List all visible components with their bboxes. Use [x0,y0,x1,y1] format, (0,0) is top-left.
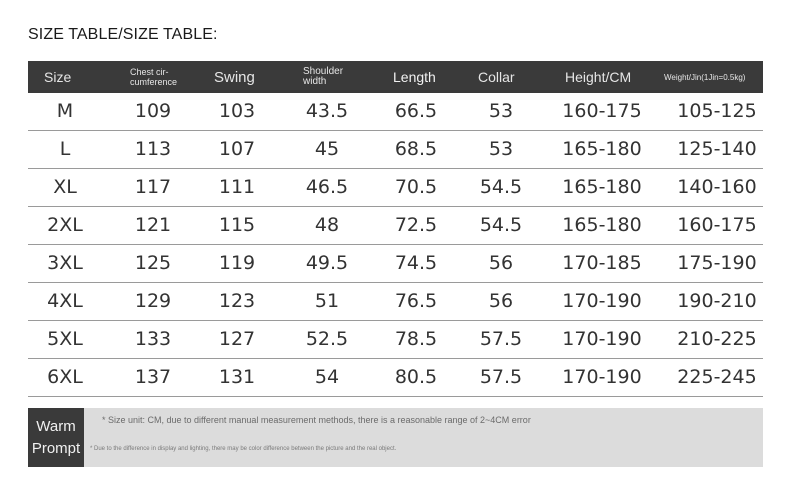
cell-collar: 56 [488,252,514,274]
cell-height: 165-180 [562,214,642,236]
header-weight: Weight/Jin(1Jin=0.5kg) [664,72,746,82]
cell-weight: 105-125 [677,100,757,122]
cell-weight: 190-210 [677,290,757,312]
cell-shoulder: 52.5 [305,328,349,350]
warm-prompt-label-line2: Prompt [31,439,81,457]
cell-shoulder: 54 [314,366,340,388]
cell-swing: 115 [218,214,256,236]
table-row [28,245,763,283]
cell-length: 68.5 [394,138,438,160]
cell-height: 165-180 [562,176,642,198]
cell-length: 66.5 [394,100,438,122]
cell-length: 80.5 [394,366,438,388]
cell-weight: 210-225 [677,328,757,350]
table-row [28,131,763,169]
size-unit-note: * Size unit: CM, due to different manual measurement methods, there is a reasonable range of 2~4CM error [102,415,531,425]
warm-prompt-label-line1: Warm [36,417,76,435]
cell-shoulder: 51 [314,290,340,312]
cell-collar: 53 [488,138,514,160]
page-title: SIZE TABLE/SIZE TABLE: [28,26,218,43]
cell-length: 70.5 [394,176,438,198]
header-chest-line2: cumference [130,77,178,87]
header-shoulder-line1: Shoulder [303,66,344,77]
cell-collar: 57.5 [479,328,523,350]
cell-swing: 103 [218,100,256,122]
header-shoulder [303,61,343,93]
table-header [28,61,763,93]
table-row [28,207,763,245]
cell-swing: 123 [218,290,256,312]
cell-swing: 107 [218,138,256,160]
table-row [28,169,763,207]
cell-swing: 127 [218,328,256,350]
cell-swing: 119 [218,252,256,274]
header-shoulder-line2: width [303,76,327,87]
cell-shoulder: 48 [314,214,340,236]
cell-length: 72.5 [394,214,438,236]
cell-chest: 109 [134,100,172,122]
cell-height: 165-180 [562,138,642,160]
cell-length: 76.5 [394,290,438,312]
table-row [28,321,763,359]
cell-collar: 56 [488,290,514,312]
cell-size: 3XL [47,252,83,274]
cell-weight: 175-190 [677,252,757,274]
cell-collar: 57.5 [479,366,523,388]
header-collar: Collar [478,69,515,85]
cell-size: 6XL [47,366,83,388]
header-chest-line1: Chest cir- [130,67,169,77]
cell-weight: 160-175 [677,214,757,236]
cell-length: 74.5 [394,252,438,274]
cell-height: 170-190 [562,328,642,350]
cell-size: M [56,100,74,122]
table-row [28,93,763,131]
cell-chest: 121 [134,214,172,236]
header-height: Height/CM [565,69,632,85]
cell-size: 5XL [47,328,83,350]
size-table [28,61,763,397]
cell-size: XL [53,176,77,198]
table-body [28,93,763,397]
cell-shoulder: 43.5 [305,100,349,122]
cell-height: 170-190 [562,290,642,312]
cell-chest: 117 [134,176,172,198]
header-length: Length [393,69,436,85]
warm-prompt-box [28,408,763,467]
cell-weight: 140-160 [677,176,757,198]
cell-height: 160-175 [562,100,642,122]
cell-size: L [59,138,71,160]
table-row [28,283,763,321]
header-size: Size [44,69,72,85]
cell-height: 170-190 [562,366,642,388]
cell-height: 170-185 [562,252,642,274]
cell-shoulder: 46.5 [305,176,349,198]
cell-swing: 131 [218,366,256,388]
header-chest [130,61,177,93]
cell-size: 2XL [47,214,83,236]
cell-shoulder: 49.5 [305,252,349,274]
header-swing: Swing [214,68,255,86]
cell-collar: 54.5 [479,214,523,236]
cell-collar: 54.5 [479,176,523,198]
cell-chest: 133 [134,328,172,350]
cell-chest: 129 [134,290,172,312]
cell-collar: 53 [488,100,514,122]
cell-swing: 111 [218,176,256,198]
cell-size: 4XL [47,290,83,312]
cell-chest: 137 [134,366,172,388]
cell-chest: 125 [134,252,172,274]
warm-prompt-label [28,408,84,467]
cell-length: 78.5 [394,328,438,350]
table-row [28,359,763,397]
color-difference-note: * Due to the difference in display and lighting, there may be color difference between the picture and the real object. [90,446,397,452]
cell-shoulder: 45 [314,138,340,160]
cell-chest: 113 [134,138,172,160]
cell-weight: 125-140 [677,138,757,160]
cell-weight: 225-245 [677,366,757,388]
